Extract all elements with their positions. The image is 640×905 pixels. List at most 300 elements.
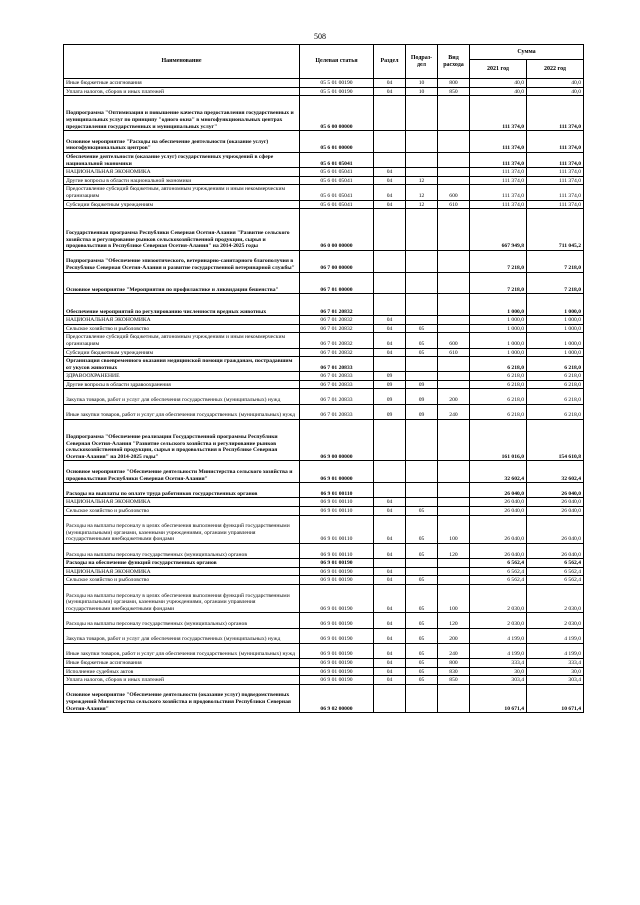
row-section: 04 <box>374 316 406 325</box>
row-target-code: 06 9 01 00110 <box>300 515 374 543</box>
row-section: 09 <box>374 372 406 381</box>
row-sum-2021: 26 040,0 <box>470 483 527 498</box>
row-subsection: 05 <box>406 348 438 357</box>
row-sum-2021: 111 374,0 <box>470 200 527 209</box>
row-name: Иные бюджетные ассигнования <box>64 79 300 88</box>
row-sum-2021: 667 949,8 <box>470 209 527 251</box>
row-name: Подпрограмма "Оптимизация и повышение качества предоставления государственных и муниципальных услуг по принципу "одного окна" в многофункциональных центрах предоставления государственных и муниципальных услуг" <box>64 96 300 131</box>
header-code: Целевая статья <box>300 45 374 79</box>
row-target-code: 06 9 01 00190 <box>300 576 374 585</box>
row-sum-2021: 32 602,4 <box>470 461 527 483</box>
row-name: Иные закупки товаров, работ и услуг для обеспечения государственных (муниципальных) нужд <box>64 643 300 658</box>
row-expense-type: 600 <box>438 333 470 348</box>
row-sum-2022: 1 000,0 <box>527 324 584 333</box>
row-sum-2021: 26 040,0 <box>470 498 527 507</box>
table-row <box>64 333 584 348</box>
row-section: 04 <box>374 676 406 685</box>
table-header <box>64 45 584 79</box>
row-sum-2022: 26 040,0 <box>527 515 584 543</box>
row-sum-2021: 6 218,0 <box>470 404 527 419</box>
row-subsection: 05 <box>406 643 438 658</box>
row-sum-2021: 6 218,0 <box>470 372 527 381</box>
row-subsection <box>406 209 438 251</box>
row-sum-2022: 1 000,0 <box>527 333 584 348</box>
row-target-code: 06 9 01 00110 <box>300 498 374 507</box>
table-row <box>64 559 584 568</box>
row-expense-type: 100 <box>438 584 470 612</box>
row-section <box>374 357 406 372</box>
row-sum-2021: 26 040,0 <box>470 544 527 559</box>
row-expense-type: 800 <box>438 658 470 667</box>
row-sum-2022: 6 562,4 <box>527 559 584 568</box>
row-subsection <box>406 498 438 507</box>
row-sum-2021: 1 000,0 <box>470 348 527 357</box>
row-name: НАЦИОНАЛЬНАЯ ЭКОНОМИКА <box>64 316 300 325</box>
row-subsection <box>406 419 438 461</box>
row-target-code: 06 7 01 00000 <box>300 272 374 294</box>
row-sum-2022: 26 040,0 <box>527 483 584 498</box>
row-section: 04 <box>374 348 406 357</box>
row-sum-2021: 1 000,0 <box>470 294 527 316</box>
row-subsection: 05 <box>406 676 438 685</box>
table-row <box>64 87 584 96</box>
row-section <box>374 209 406 251</box>
row-expense-type <box>438 372 470 381</box>
row-subsection: 09 <box>406 389 438 404</box>
table-row <box>64 507 584 516</box>
budget-table <box>63 44 584 713</box>
row-target-code: 06 7 01 20832 <box>300 333 374 348</box>
table-row <box>64 389 584 404</box>
row-expense-type <box>438 272 470 294</box>
row-subsection: 09 <box>406 380 438 389</box>
row-target-code: 06 7 01 20833 <box>300 357 374 372</box>
row-subsection: 12 <box>406 185 438 200</box>
row-sum-2022: 1 000,0 <box>527 316 584 325</box>
row-name: Сельское хозяйство и рыболовство <box>64 507 300 516</box>
row-subsection: 10 <box>406 79 438 88</box>
table-row <box>64 96 584 131</box>
table-row <box>64 515 584 543</box>
row-target-code: 06 9 01 00190 <box>300 676 374 685</box>
row-sum-2022: 303,4 <box>527 676 584 685</box>
row-target-code: 05 6 01 05041 <box>300 152 374 167</box>
row-target-code: 06 7 01 20832 <box>300 294 374 316</box>
table-row <box>64 152 584 167</box>
row-sum-2021: 6 218,0 <box>470 357 527 372</box>
row-section: 04 <box>374 185 406 200</box>
row-sum-2021: 111 374,0 <box>470 131 527 153</box>
row-name: Предоставление субсидий бюджетным, автономным учреждениям и иным некоммерческим организациям <box>64 185 300 200</box>
row-expense-type: 200 <box>438 628 470 643</box>
row-sum-2022: 111 374,0 <box>527 131 584 153</box>
table-row <box>64 483 584 498</box>
header-expense-type: Вид расхода <box>438 45 470 79</box>
row-sum-2022: 1 000,0 <box>527 348 584 357</box>
row-sum-2022: 7 218,0 <box>527 250 584 272</box>
row-section <box>374 419 406 461</box>
row-target-code: 06 9 01 00190 <box>300 559 374 568</box>
row-subsection: 05 <box>406 613 438 628</box>
row-expense-type <box>438 294 470 316</box>
table-row <box>64 461 584 483</box>
row-name: НАЦИОНАЛЬНАЯ ЭКОНОМИКА <box>64 498 300 507</box>
row-sum-2022: 26 040,0 <box>527 544 584 559</box>
row-sum-2021: 111 374,0 <box>470 152 527 167</box>
row-subsection: 05 <box>406 333 438 348</box>
table-row <box>64 324 584 333</box>
row-section <box>374 684 406 712</box>
row-subsection <box>406 272 438 294</box>
row-sum-2022: 333,4 <box>527 658 584 667</box>
row-sum-2021: 4 199,0 <box>470 628 527 643</box>
row-name: ЗДРАВООХРАНЕНИЕ <box>64 372 300 381</box>
row-sum-2022: 40,0 <box>527 79 584 88</box>
row-name: Расходы на выплаты персоналу в целях обеспечения выполнения функций государственными (муниципальными) органами, казенными учреждениями, органами управления государственными внебюджетными фондами <box>64 584 300 612</box>
header-year-2022: 2022 год <box>527 60 584 79</box>
row-sum-2022: 111 374,0 <box>527 185 584 200</box>
row-name: Расходы на выплаты персоналу в целях обеспечения выполнения функций государственными (муниципальными) органами, казенными учреждениями, органами управления государственными внебюджетными фондами <box>64 515 300 543</box>
row-subsection <box>406 357 438 372</box>
row-target-code: 05 6 01 05041 <box>300 200 374 209</box>
row-sum-2022: 30,0 <box>527 667 584 676</box>
header-section: Раздел <box>374 45 406 79</box>
row-name: Исполнение судебных актов <box>64 667 300 676</box>
row-expense-type: 610 <box>438 348 470 357</box>
row-name: Организация своевременного оказания медицинской помощи гражданам, пострадавшим от укусов животных <box>64 357 300 372</box>
row-expense-type <box>438 576 470 585</box>
table-row <box>64 209 584 251</box>
row-name: Обеспечение деятельности (оказание услуг) государственных учреждений в сфере национальной экономики <box>64 152 300 167</box>
table-row <box>64 348 584 357</box>
row-subsection: 05 <box>406 507 438 516</box>
row-sum-2022: 32 602,4 <box>527 461 584 483</box>
row-sum-2022: 40,0 <box>527 87 584 96</box>
row-section <box>374 461 406 483</box>
row-target-code: 06 9 01 00110 <box>300 507 374 516</box>
row-sum-2021: 1 000,0 <box>470 316 527 325</box>
row-expense-type: 850 <box>438 676 470 685</box>
table-row <box>64 404 584 419</box>
row-sum-2022: 7 218,0 <box>527 272 584 294</box>
table-row <box>64 498 584 507</box>
row-subsection: 05 <box>406 515 438 543</box>
table-row <box>64 185 584 200</box>
row-sum-2022: 111 374,0 <box>527 152 584 167</box>
row-expense-type <box>438 168 470 177</box>
row-sum-2021: 7 218,0 <box>470 250 527 272</box>
row-section: 04 <box>374 544 406 559</box>
row-expense-type: 100 <box>438 515 470 543</box>
header-year-2021: 2021 год <box>470 60 527 79</box>
row-target-code: 06 7 01 20833 <box>300 380 374 389</box>
row-sum-2022: 111 374,0 <box>527 200 584 209</box>
row-sum-2021: 6 218,0 <box>470 389 527 404</box>
row-name: Расходы на выплаты персоналу государственных (муниципальных) органов <box>64 544 300 559</box>
row-expense-type <box>438 559 470 568</box>
row-section: 04 <box>374 643 406 658</box>
row-sum-2022: 26 040,0 <box>527 498 584 507</box>
row-expense-type <box>438 152 470 167</box>
row-name: Предоставление субсидий бюджетным, автономным учреждениям и иным некоммерческим организациям <box>64 333 300 348</box>
row-expense-type: 200 <box>438 389 470 404</box>
row-section: 04 <box>374 498 406 507</box>
row-name: Основное мероприятие "Мероприятия по профилактике и ликвидации бешенства" <box>64 272 300 294</box>
row-sum-2021: 161 016,0 <box>470 419 527 461</box>
row-target-code: 06 9 01 00110 <box>300 544 374 559</box>
row-target-code: 05 6 01 05041 <box>300 168 374 177</box>
row-expense-type: 240 <box>438 643 470 658</box>
row-section: 04 <box>374 507 406 516</box>
row-section: 04 <box>374 87 406 96</box>
row-sum-2021: 111 374,0 <box>470 96 527 131</box>
table-row <box>64 200 584 209</box>
row-sum-2022: 6 218,0 <box>527 389 584 404</box>
row-name: Другие вопросы в области здравоохранения <box>64 380 300 389</box>
row-section <box>374 152 406 167</box>
table-row <box>64 684 584 712</box>
row-subsection: 05 <box>406 584 438 612</box>
row-expense-type <box>438 684 470 712</box>
row-subsection <box>406 152 438 167</box>
row-section: 04 <box>374 515 406 543</box>
row-expense-type <box>438 567 470 576</box>
row-target-code: 06 9 01 00190 <box>300 658 374 667</box>
row-expense-type: 120 <box>438 544 470 559</box>
row-target-code: 06 9 01 00110 <box>300 483 374 498</box>
row-subsection: 05 <box>406 544 438 559</box>
row-sum-2021: 40,0 <box>470 87 527 96</box>
row-name: Субсидии бюджетным учреждениям <box>64 348 300 357</box>
row-target-code: 06 0 00 00000 <box>300 209 374 251</box>
row-expense-type <box>438 461 470 483</box>
row-name: Государственная программа Республики Северная Осетия-Алания "Развитие сельского хозяйства и регулирование рынков сельскохозяйственной продукции, сырья и продовольствия в Республике Северная Осетия-Алания" на 2014-2025 годы <box>64 209 300 251</box>
row-section: 09 <box>374 404 406 419</box>
row-subsection <box>406 483 438 498</box>
row-sum-2021: 2 030,0 <box>470 613 527 628</box>
row-subsection <box>406 96 438 131</box>
row-name: Расходы на выплаты персоналу государственных (муниципальных) органов <box>64 613 300 628</box>
row-expense-type <box>438 250 470 272</box>
row-sum-2022: 6 218,0 <box>527 357 584 372</box>
row-sum-2022: 10 671,4 <box>527 684 584 712</box>
row-expense-type <box>438 380 470 389</box>
row-expense-type <box>438 483 470 498</box>
table-row <box>64 567 584 576</box>
header-subsection: Подраз-дел <box>406 45 438 79</box>
row-name: Обеспечение мероприятий по регулированию численности вредных животных <box>64 294 300 316</box>
table-row <box>64 544 584 559</box>
table-row <box>64 250 584 272</box>
row-target-code: 06 9 01 00190 <box>300 628 374 643</box>
row-target-code: 06 9 01 00190 <box>300 667 374 676</box>
row-target-code: 06 9 01 00190 <box>300 584 374 612</box>
row-expense-type <box>438 498 470 507</box>
row-target-code: 06 9 01 00190 <box>300 567 374 576</box>
row-name: Другие вопросы в области национальной экономики <box>64 176 300 185</box>
row-subsection: 05 <box>406 324 438 333</box>
row-section: 04 <box>374 613 406 628</box>
row-section: 04 <box>374 324 406 333</box>
row-section: 04 <box>374 576 406 585</box>
row-target-code: 06 7 01 20833 <box>300 372 374 381</box>
row-target-code: 05 5 01 00190 <box>300 87 374 96</box>
row-sum-2021: 26 040,0 <box>470 507 527 516</box>
row-sum-2022: 1 000,0 <box>527 294 584 316</box>
row-sum-2021: 1 000,0 <box>470 333 527 348</box>
row-subsection: 05 <box>406 658 438 667</box>
row-sum-2021: 6 562,4 <box>470 567 527 576</box>
row-sum-2021: 26 040,0 <box>470 515 527 543</box>
row-target-code: 06 9 01 00190 <box>300 643 374 658</box>
table-row <box>64 584 584 612</box>
row-expense-type: 240 <box>438 404 470 419</box>
row-expense-type <box>438 316 470 325</box>
row-section <box>374 131 406 153</box>
row-subsection: 12 <box>406 176 438 185</box>
row-section: 04 <box>374 168 406 177</box>
row-section: 04 <box>374 79 406 88</box>
row-subsection <box>406 316 438 325</box>
table-row <box>64 667 584 676</box>
table-row <box>64 419 584 461</box>
row-name: Расходы на обеспечение функций государственных органов <box>64 559 300 568</box>
row-expense-type <box>438 209 470 251</box>
row-expense-type <box>438 96 470 131</box>
row-sum-2022: 4 199,0 <box>527 643 584 658</box>
row-sum-2022: 154 610,8 <box>527 419 584 461</box>
row-sum-2021: 6 562,4 <box>470 559 527 568</box>
row-name: Уплата налогов, сборов и иных платежей <box>64 87 300 96</box>
row-subsection: 09 <box>406 404 438 419</box>
table-row <box>64 576 584 585</box>
row-sum-2022: 2 030,0 <box>527 613 584 628</box>
row-sum-2022: 6 218,0 <box>527 372 584 381</box>
row-target-code: 06 7 01 20832 <box>300 316 374 325</box>
table-row <box>64 676 584 685</box>
row-sum-2021: 333,4 <box>470 658 527 667</box>
row-subsection <box>406 461 438 483</box>
row-sum-2022: 6 218,0 <box>527 404 584 419</box>
row-subsection <box>406 372 438 381</box>
table-row <box>64 372 584 381</box>
row-name: Иные закупки товаров, работ и услуг для обеспечения государственных (муниципальных) нужд <box>64 404 300 419</box>
row-target-code: 05 6 01 00000 <box>300 131 374 153</box>
row-target-code: 06 9 01 00190 <box>300 613 374 628</box>
row-expense-type <box>438 507 470 516</box>
row-subsection: 10 <box>406 87 438 96</box>
row-section <box>374 483 406 498</box>
row-sum-2022: 111 374,0 <box>527 96 584 131</box>
row-section <box>374 272 406 294</box>
row-subsection <box>406 559 438 568</box>
row-sum-2021: 2 030,0 <box>470 584 527 612</box>
row-name: Основное мероприятие "Расходы на обеспечение деятельности (оказание услуг) многофункциональных центров" <box>64 131 300 153</box>
row-sum-2022: 2 030,0 <box>527 584 584 612</box>
row-subsection: 05 <box>406 667 438 676</box>
header-name: Наименование <box>64 45 300 79</box>
row-target-code: 06 9 01 00000 <box>300 461 374 483</box>
row-name: НАЦИОНАЛЬНАЯ ЭКОНОМИКА <box>64 168 300 177</box>
row-sum-2022: 111 374,0 <box>527 176 584 185</box>
row-expense-type <box>438 324 470 333</box>
row-sum-2021: 7 218,0 <box>470 272 527 294</box>
row-sum-2021: 111 374,0 <box>470 168 527 177</box>
row-sum-2022: 6 218,0 <box>527 380 584 389</box>
row-sum-2022: 111 374,0 <box>527 168 584 177</box>
row-expense-type <box>438 176 470 185</box>
row-sum-2021: 111 374,0 <box>470 176 527 185</box>
row-name: Расходы на выплаты по оплате труда работников государственных органов <box>64 483 300 498</box>
row-sum-2021: 10 671,4 <box>470 684 527 712</box>
table-row <box>64 316 584 325</box>
row-section: 04 <box>374 333 406 348</box>
row-name: Иные бюджетные ассигнования <box>64 658 300 667</box>
row-sum-2021: 4 199,0 <box>470 643 527 658</box>
row-section <box>374 559 406 568</box>
row-target-code: 06 9 02 00000 <box>300 684 374 712</box>
row-expense-type: 830 <box>438 667 470 676</box>
row-target-code: 06 9 00 00000 <box>300 419 374 461</box>
row-subsection <box>406 250 438 272</box>
row-subsection <box>406 131 438 153</box>
row-section <box>374 294 406 316</box>
row-subsection: 05 <box>406 576 438 585</box>
row-expense-type <box>438 357 470 372</box>
table-row <box>64 658 584 667</box>
row-subsection <box>406 567 438 576</box>
row-target-code: 05 6 00 00000 <box>300 96 374 131</box>
table-row <box>64 628 584 643</box>
row-expense-type: 610 <box>438 200 470 209</box>
row-sum-2021: 6 562,4 <box>470 576 527 585</box>
row-target-code: 06 7 00 00000 <box>300 250 374 272</box>
table-row <box>64 294 584 316</box>
row-target-code: 06 7 01 20833 <box>300 404 374 419</box>
row-expense-type: 600 <box>438 185 470 200</box>
row-name: Закупка товаров, работ и услуг для обеспечения государственных (муниципальных) нужд <box>64 628 300 643</box>
row-section <box>374 96 406 131</box>
row-section: 04 <box>374 200 406 209</box>
row-subsection: 12 <box>406 200 438 209</box>
row-subsection <box>406 294 438 316</box>
row-sum-2021: 1 000,0 <box>470 324 527 333</box>
row-name: НАЦИОНАЛЬНАЯ ЭКОНОМИКА <box>64 567 300 576</box>
row-sum-2021: 30,0 <box>470 667 527 676</box>
row-target-code: 06 7 01 20832 <box>300 348 374 357</box>
table-row <box>64 272 584 294</box>
row-sum-2022: 6 562,4 <box>527 576 584 585</box>
table-row <box>64 79 584 88</box>
row-section: 09 <box>374 389 406 404</box>
row-section: 04 <box>374 658 406 667</box>
row-target-code: 05 6 01 05041 <box>300 176 374 185</box>
table-row <box>64 380 584 389</box>
table-row <box>64 613 584 628</box>
table-row <box>64 168 584 177</box>
row-target-code: 06 7 01 20832 <box>300 324 374 333</box>
row-name: Сельское хозяйство и рыболовство <box>64 324 300 333</box>
row-target-code: 06 7 01 20833 <box>300 389 374 404</box>
row-subsection <box>406 684 438 712</box>
row-subsection <box>406 168 438 177</box>
row-name: Подпрограмма "Обеспечение эпизоотического, ветеринарно-санитарного благополучия в Республике Северная Осетия-Алания и развитие государственной ветеринарной службы" <box>64 250 300 272</box>
table-body <box>64 79 584 713</box>
row-name: Субсидии бюджетным учреждениям <box>64 200 300 209</box>
row-expense-type: 850 <box>438 87 470 96</box>
row-sum-2022: 711 045,2 <box>527 209 584 251</box>
row-name: Сельское хозяйство и рыболовство <box>64 576 300 585</box>
